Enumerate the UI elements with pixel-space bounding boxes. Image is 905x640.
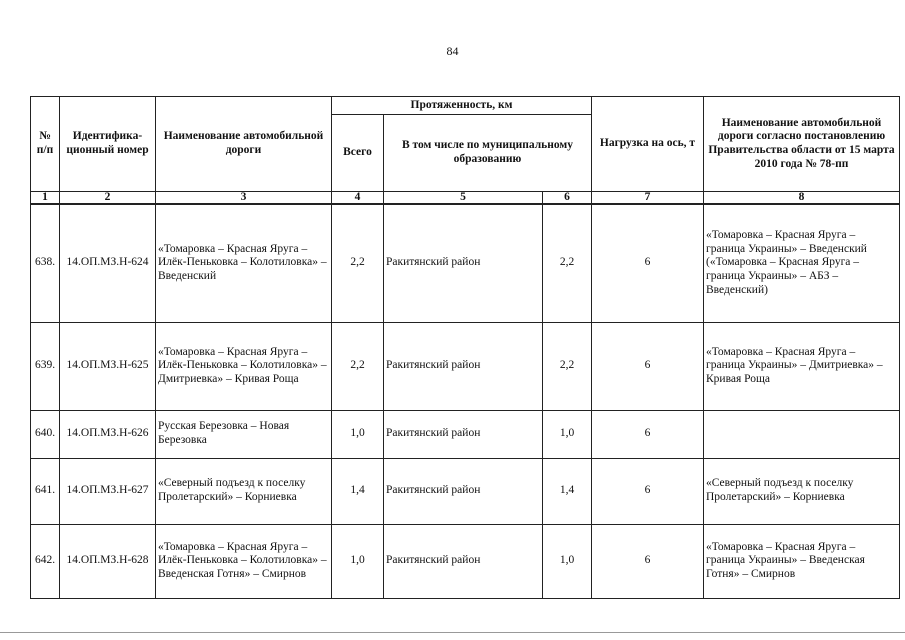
- cell-old-name: «Томаровка – Красная Яруга – граница Украины» – Введенский («Томаровка – Красная Яруга – граница Украины» – АБЗ – Введенский): [704, 204, 900, 322]
- column-number: 5: [384, 192, 543, 205]
- cell-district: Ракитянский район: [384, 524, 543, 598]
- header-length: Протяженность, км: [332, 97, 592, 115]
- table-row: [31, 322, 900, 410]
- cell-id: 14.ОП.МЗ.Н-626: [60, 410, 156, 458]
- table-row: [31, 204, 900, 322]
- header-road-name: Наименование автомобильной дороги: [156, 97, 332, 192]
- header-total: Всего: [332, 115, 384, 192]
- header-municipal: В том числе по муниципальному образованию: [384, 115, 592, 192]
- cell-road-name: «Томаровка – Красная Яруга – Илёк-Пеньковка – Колотиловка» – Введенская Готня» – Смирнов: [156, 524, 332, 598]
- cell-road-name: Русская Березовка – Новая Березовка: [156, 410, 332, 458]
- column-number: 7: [592, 192, 704, 205]
- cell-district: Ракитянский район: [384, 458, 543, 524]
- cell-district-length: 2,2: [543, 204, 592, 322]
- table-row: [31, 524, 900, 598]
- header-resolution-name: Наименование автомобильной дороги согласно постановлению Правительства области от 15 марта 2010 года № 78-пп: [704, 97, 900, 192]
- cell-load: 6: [592, 524, 704, 598]
- cell-no: 640.: [31, 410, 60, 458]
- column-number: 3: [156, 192, 332, 205]
- cell-road-name: «Томаровка – Красная Яруга – Илёк-Пеньковка – Колотиловка» – Дмитриевка» – Кривая Роща: [156, 322, 332, 410]
- cell-road-name: «Северный подъезд к поселку Пролетарский» – Корниевка: [156, 458, 332, 524]
- cell-id: 14.ОП.МЗ.Н-624: [60, 204, 156, 322]
- table-row: [31, 410, 900, 458]
- cell-total: 1,4: [332, 458, 384, 524]
- cell-id: 14.ОП.МЗ.Н-627: [60, 458, 156, 524]
- cell-load: 6: [592, 204, 704, 322]
- cell-road-name: «Томаровка – Красная Яруга – Илёк-Пеньковка – Колотиловка» – Введенский: [156, 204, 332, 322]
- cell-no: 639.: [31, 322, 60, 410]
- column-number: 6: [543, 192, 592, 205]
- cell-district: Ракитянский район: [384, 322, 543, 410]
- cell-total: 1,0: [332, 410, 384, 458]
- cell-district-length: 1,0: [543, 524, 592, 598]
- cell-id: 14.ОП.МЗ.Н-628: [60, 524, 156, 598]
- cell-district: Ракитянский район: [384, 410, 543, 458]
- roads-table: [30, 96, 900, 599]
- cell-old-name: [704, 410, 900, 458]
- cell-total: 2,2: [332, 204, 384, 322]
- cell-district-length: 2,2: [543, 322, 592, 410]
- cell-district-length: 1,4: [543, 458, 592, 524]
- cell-old-name: «Томаровка – Красная Яруга – граница Украины» – Введенская Готня» – Смирнов: [704, 524, 900, 598]
- cell-old-name: «Томаровка – Красная Яруга – граница Украины» – Дмитриевка» – Кривая Роща: [704, 322, 900, 410]
- cell-district: Ракитянский район: [384, 204, 543, 322]
- column-number: 1: [31, 192, 60, 205]
- header-no: № п/п: [31, 97, 60, 192]
- cell-id: 14.ОП.МЗ.Н-625: [60, 322, 156, 410]
- cell-total: 1,0: [332, 524, 384, 598]
- header-row-1: [31, 97, 900, 115]
- cell-load: 6: [592, 322, 704, 410]
- table-row: [31, 458, 900, 524]
- cell-no: 642.: [31, 524, 60, 598]
- cell-no: 641.: [31, 458, 60, 524]
- cell-total: 2,2: [332, 322, 384, 410]
- cell-no: 638.: [31, 204, 60, 322]
- column-number: 2: [60, 192, 156, 205]
- column-number: 4: [332, 192, 384, 205]
- page-number: 84: [446, 44, 459, 58]
- cell-district-length: 1,0: [543, 410, 592, 458]
- column-numbers-row: [31, 192, 900, 205]
- column-number: 8: [704, 192, 900, 205]
- page-bottom-rule: [0, 632, 905, 633]
- cell-load: 6: [592, 410, 704, 458]
- header-axle-load: Нагрузка на ось, т: [592, 97, 704, 192]
- cell-old-name: «Северный подъезд к поселку Пролетарский» – Корниевка: [704, 458, 900, 524]
- header-id: Идентифика-ционный номер: [60, 97, 156, 192]
- cell-load: 6: [592, 458, 704, 524]
